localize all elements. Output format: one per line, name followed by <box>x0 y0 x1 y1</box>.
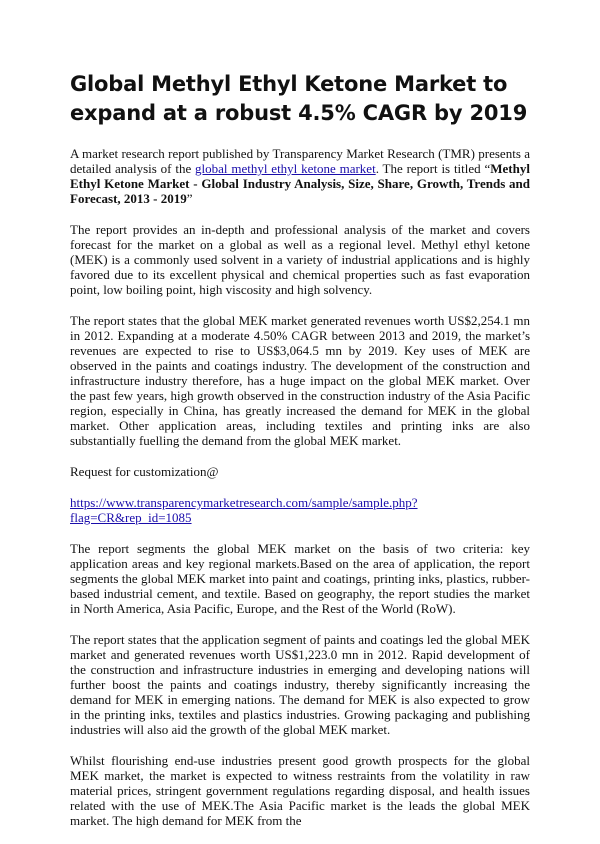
intro-text-end: ” <box>186 191 193 206</box>
request-url-line <box>70 495 530 525</box>
restraints-paragraph: Whilst flourishing end-use industries present good growth prospects for the global MEK market, the market is expected to witness restraints from the volatility in raw material prices, stringent government regulations regarding disposal, and health issues related with the use of MEK.The Asia Pacific market is the leads the global MEK market. The high demand for MEK from the <box>70 753 530 828</box>
request-url-link[interactable]: https://www.transparencymarketresearch.com/sample/sample.php?flag=CR&rep_id=1085 <box>70 495 418 525</box>
request-label: Request for customization@ <box>70 464 219 479</box>
revenue-paragraph: The report states that the global MEK market generated revenues worth US$2,254.1 mn in 2012. Expanding at a moderate 4.50% CAGR between 2013 and 2019, the market’s revenues are expected to rise to US$3,064.5 mn by 2019. Key uses of MEK are observed in the paints and coatings industry. The development of the construction and infrastructure industry therefore, has a huge impact on the global MEK market. Over the past few years, high growth observed in the construction industry of the Asia Pacific region, especially in China, has greatly increased the demand for MEK in the global market. Other application areas, including textiles and printing inks are also substantially fuelling the demand from the global MEK market. <box>70 313 530 448</box>
document-title: Global Methyl Ethyl Ketone Market to expand at a robust 4.5% CAGR by 2019 <box>70 72 528 125</box>
segmentation-paragraph: The report segments the global MEK market on the basis of two criteria: key application areas and key regional markets.Based on the area of application, the report segments the global MEK market into paint and coatings, printing inks, plastics, rubber-based industrial cement, and textile. Based on geography, the report studies the market in North America, Asia Pacific, Europe, and the Rest of the World (RoW). <box>70 541 530 616</box>
application-segment-paragraph: The report states that the application segment of paints and coatings led the global MEK market and generated revenues worth US$1,223.0 mn in 2012. Rapid development of the construction and infrastructure industries in emerging and developing nations will further boost the paints and coatings industry, thereby significantly increasing the demand for MEK in emerging nations. The demand for MEK is also expected to grow in the printing inks, textiles and plastics industries. Growing packaging and publishing industries will also aid the growth of the global MEK market. <box>70 632 530 737</box>
report-title-bold: Methyl Ethyl Ketone Market - Global Industry Analysis, Size, Share, Growth, Trends and Forecast, 2013 - 2019 <box>70 161 530 206</box>
intro-paragraph <box>70 146 530 206</box>
document-page <box>70 70 530 844</box>
intro-text: A market research report published by Transparency Market Research (TMR) presents a detailed analysis of the <box>70 146 530 176</box>
overview-paragraph: The report provides an in-depth and professional analysis of the market and covers forecast for the market on a global as well as a regional level. Methyl ethyl ketone (MEK) is a commonly used solvent in a variety of industrial applications and is highly favored due to its excellent physical and chemical properties such as fast evaporation point, low boiling point, high viscosity and high solvency. <box>70 222 530 297</box>
market-report-link[interactable]: global methyl ethyl ketone market <box>195 161 376 176</box>
intro-text-mid: . The report is titled “ <box>375 161 491 176</box>
